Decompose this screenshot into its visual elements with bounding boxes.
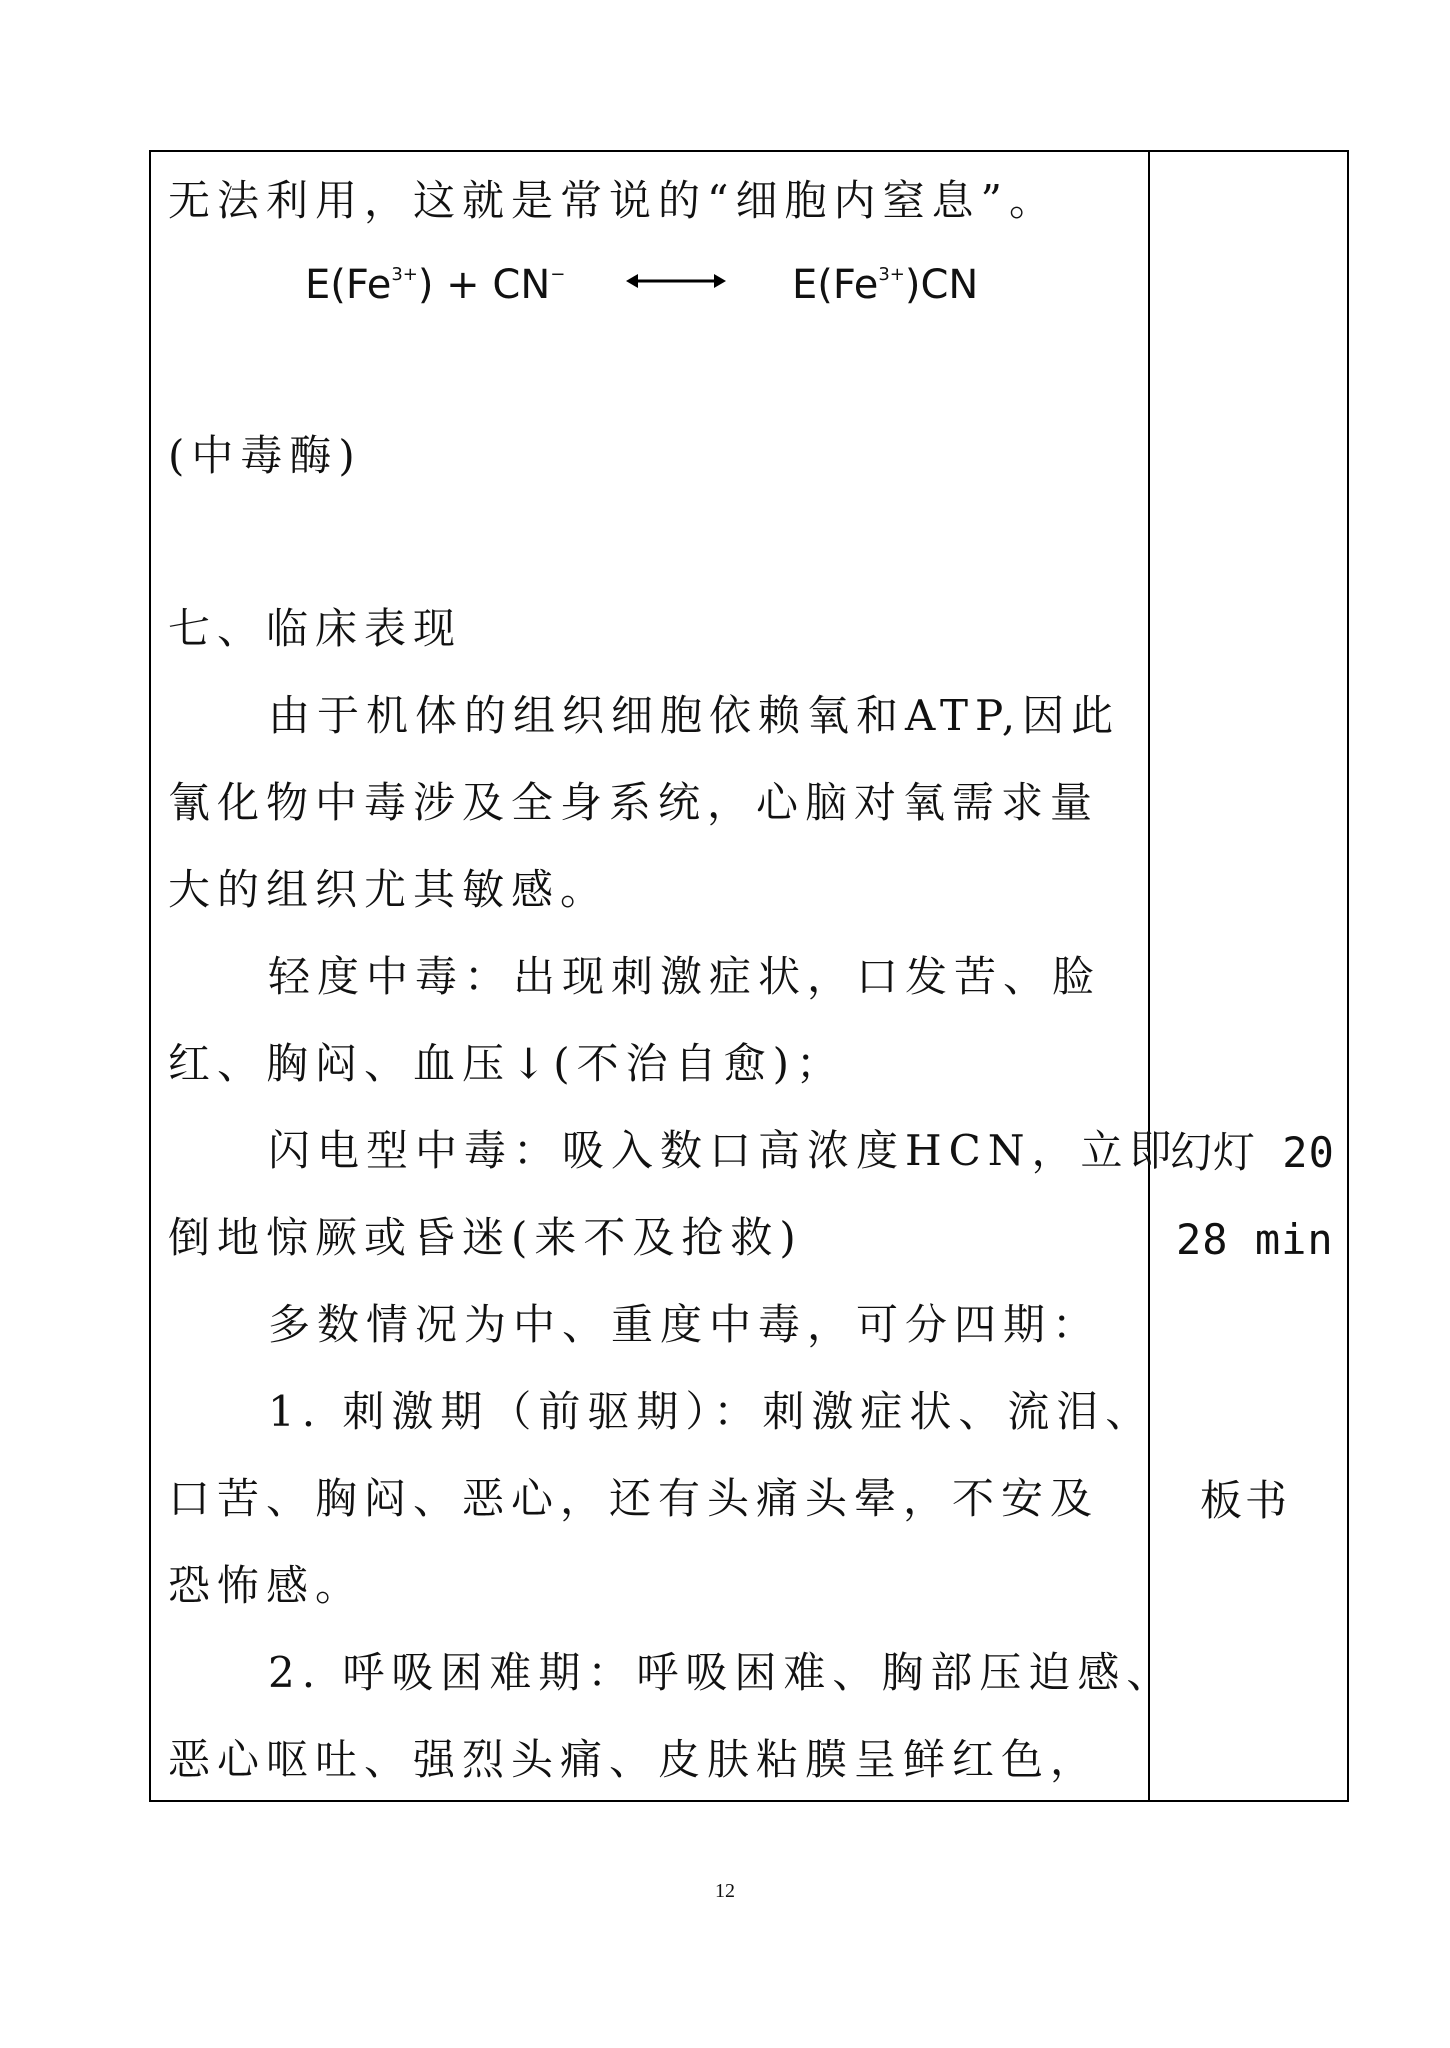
board-note: 板书	[1200, 1476, 1291, 1525]
text-line: 恐怖感。	[168, 1561, 365, 1610]
text-line: 闪电型中毒：吸入数口高浓度HCN，立即	[268, 1126, 1179, 1175]
text-line: 无法利用，这就是常说的“细胞内窒息”。	[168, 176, 1058, 225]
text-line: 倒地惊厥或昏迷(来不及抢救)	[168, 1213, 803, 1262]
text-line: 红、胸闷、血压↓(不治自愈)；	[168, 1039, 845, 1088]
page-number: 12	[715, 1880, 735, 1902]
slide-duration: 28 min	[1176, 1215, 1334, 1264]
equation-reactants: $E(Fe^{3+}) + CN^-$	[305, 262, 566, 308]
text-line: 恶心呕吐、强烈头痛、皮肤粘膜呈鲜红色，	[168, 1735, 1100, 1784]
text-line: 大的组织尤其敏感。	[168, 865, 610, 914]
slide-reference: 幻灯 20	[1170, 1128, 1335, 1177]
column-divider	[1148, 150, 1150, 1802]
text-line: 由于机体的组织细胞依赖氧和ATP,因此	[268, 691, 1121, 740]
equation-product: $E(Fe^{3+})CN$	[792, 262, 979, 308]
text-line: 2. 呼吸困难期：呼吸困难、胸部压迫感、	[268, 1648, 1176, 1697]
text-line: 氰化物中毒涉及全身系统，心脑对氧需求量	[168, 778, 1100, 827]
text-line: 口苦、胸闷、恶心，还有头痛头晕，不安及	[168, 1474, 1100, 1523]
enzyme-note: (中毒酶)	[168, 431, 362, 480]
double-arrow-icon	[626, 270, 726, 292]
section-heading: 七、临床表现	[168, 604, 463, 653]
text-line: 多数情况为中、重度中毒，可分四期：	[268, 1300, 1102, 1349]
text-line: 轻度中毒：出现刺激症状，口发苦、脸	[268, 952, 1102, 1001]
text-line: 1. 刺激期（前驱期）：刺激症状、流泪、	[268, 1387, 1155, 1436]
